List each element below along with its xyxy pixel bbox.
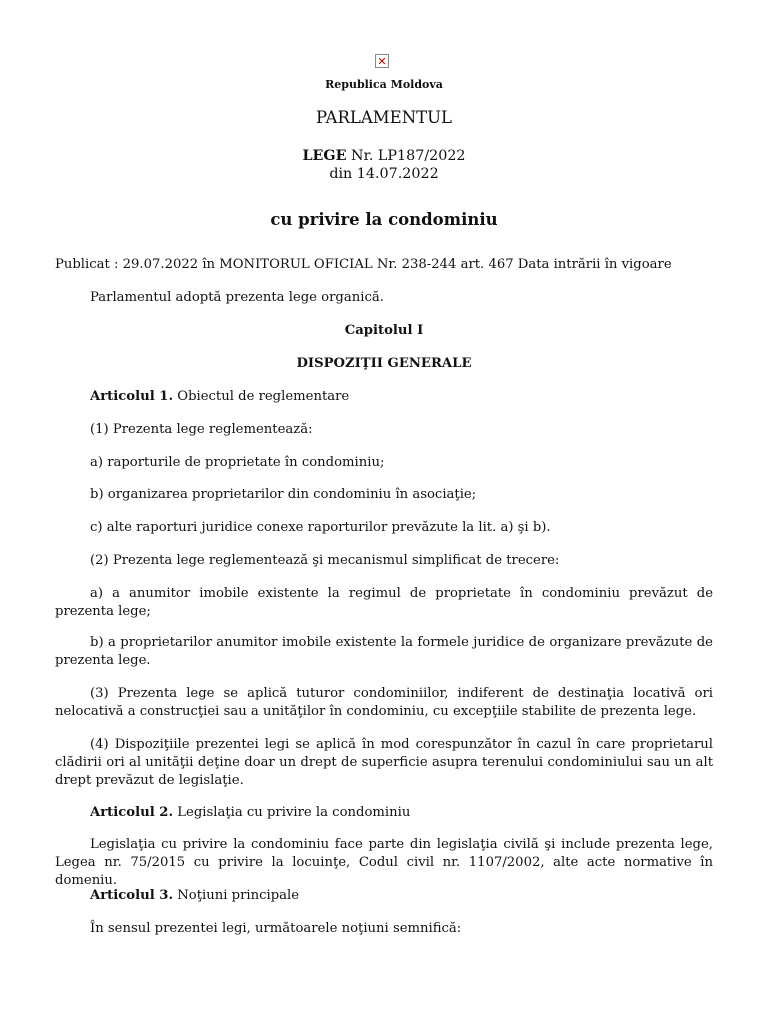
law-label: LEGE: [302, 148, 347, 164]
intro-paragraph: Parlamentul adoptă prezenta lege organică.: [90, 290, 384, 305]
article-1-para-2-b: b) a proprietarilor anumitor imobile existente la formele juridice de organizare prevăzute de prezenta lege.: [55, 635, 713, 668]
article-1-para-1: (1) Prezenta lege reglementează:: [90, 422, 313, 437]
article-1-item-a: a) raporturile de proprietate în condominiu;: [90, 455, 385, 470]
article-2-heading: [55, 804, 713, 822]
republic-name: Republica Moldova: [325, 78, 443, 91]
article-1-label: Articolul 1.: [90, 389, 174, 404]
article-3-title: Noţiuni principale: [173, 888, 300, 903]
article-3-label: Articolul 3.: [90, 888, 174, 903]
law-number: Nr. LP187/2022: [346, 148, 466, 164]
law-number-line: [55, 148, 713, 164]
law-date: din 14.07.2022: [329, 166, 439, 182]
publication-info: Publicat : 29.07.2022 în MONITORUL OFICIAL Nr. 238-244 art. 467 Data intrării în vigoare: [55, 257, 672, 272]
article-3-para-1: În sensul prezentei legi, următoarele noţiuni semnifică:: [90, 921, 462, 936]
article-1-para-2-a: a) a anumitor imobile existente la regimul de proprietate în condominiu prevăzut de prezenta lege;: [55, 586, 713, 619]
law-title: cu privire la condominiu: [270, 210, 498, 229]
article-1-para-4: (4) Dispoziţiile prezentei legi se aplică în mod corespunzător în cazul în care proprietarul clădirii ori al unităţii deţine doar un drept de superficie asupra terenului condominiului sau un alt drept prevăzut de legislaţie.: [55, 737, 713, 788]
article-2-title: Legislaţia cu privire la condominiu: [173, 805, 411, 820]
article-2-para-1: Legislaţia cu privire la condominiu face parte din legislaţia civilă şi include prezenta lege, Legea nr. 75/2015 cu privire la locuinţe, Codul civil nr. 1107/2002, alte acte normative în domeniu.: [55, 837, 713, 888]
article-1-heading: [55, 388, 713, 406]
article-2-label: Articolul 2.: [90, 805, 174, 820]
issuing-body: PARLAMENTUL: [315, 108, 453, 127]
chapter-name: DISPOZIŢII GENERALE: [296, 356, 472, 371]
article-1-title: Obiectul de reglementare: [173, 389, 350, 404]
chapter-number: Capitolul I: [344, 323, 424, 338]
article-1-item-b: b) organizarea proprietarilor din condominiu în asociaţie;: [90, 487, 477, 502]
article-1-para-3: (3) Prezenta lege se aplică tuturor condominiilor, indiferent de destinaţia locativă ori nelocativă a construcţiei sau a unităţilor în condominiu, cu excepţiile stabilite de prezenta lege.: [55, 686, 713, 719]
article-1-para-2: (2) Prezenta lege reglementează şi mecanismul simplificat de trecere:: [90, 553, 560, 568]
broken-image-icon: ✕: [375, 54, 389, 68]
article-1-item-c: c) alte raporturi juridice conexe raporturilor prevăzute la lit. a) şi b).: [90, 520, 551, 535]
article-3-heading: [55, 887, 713, 905]
